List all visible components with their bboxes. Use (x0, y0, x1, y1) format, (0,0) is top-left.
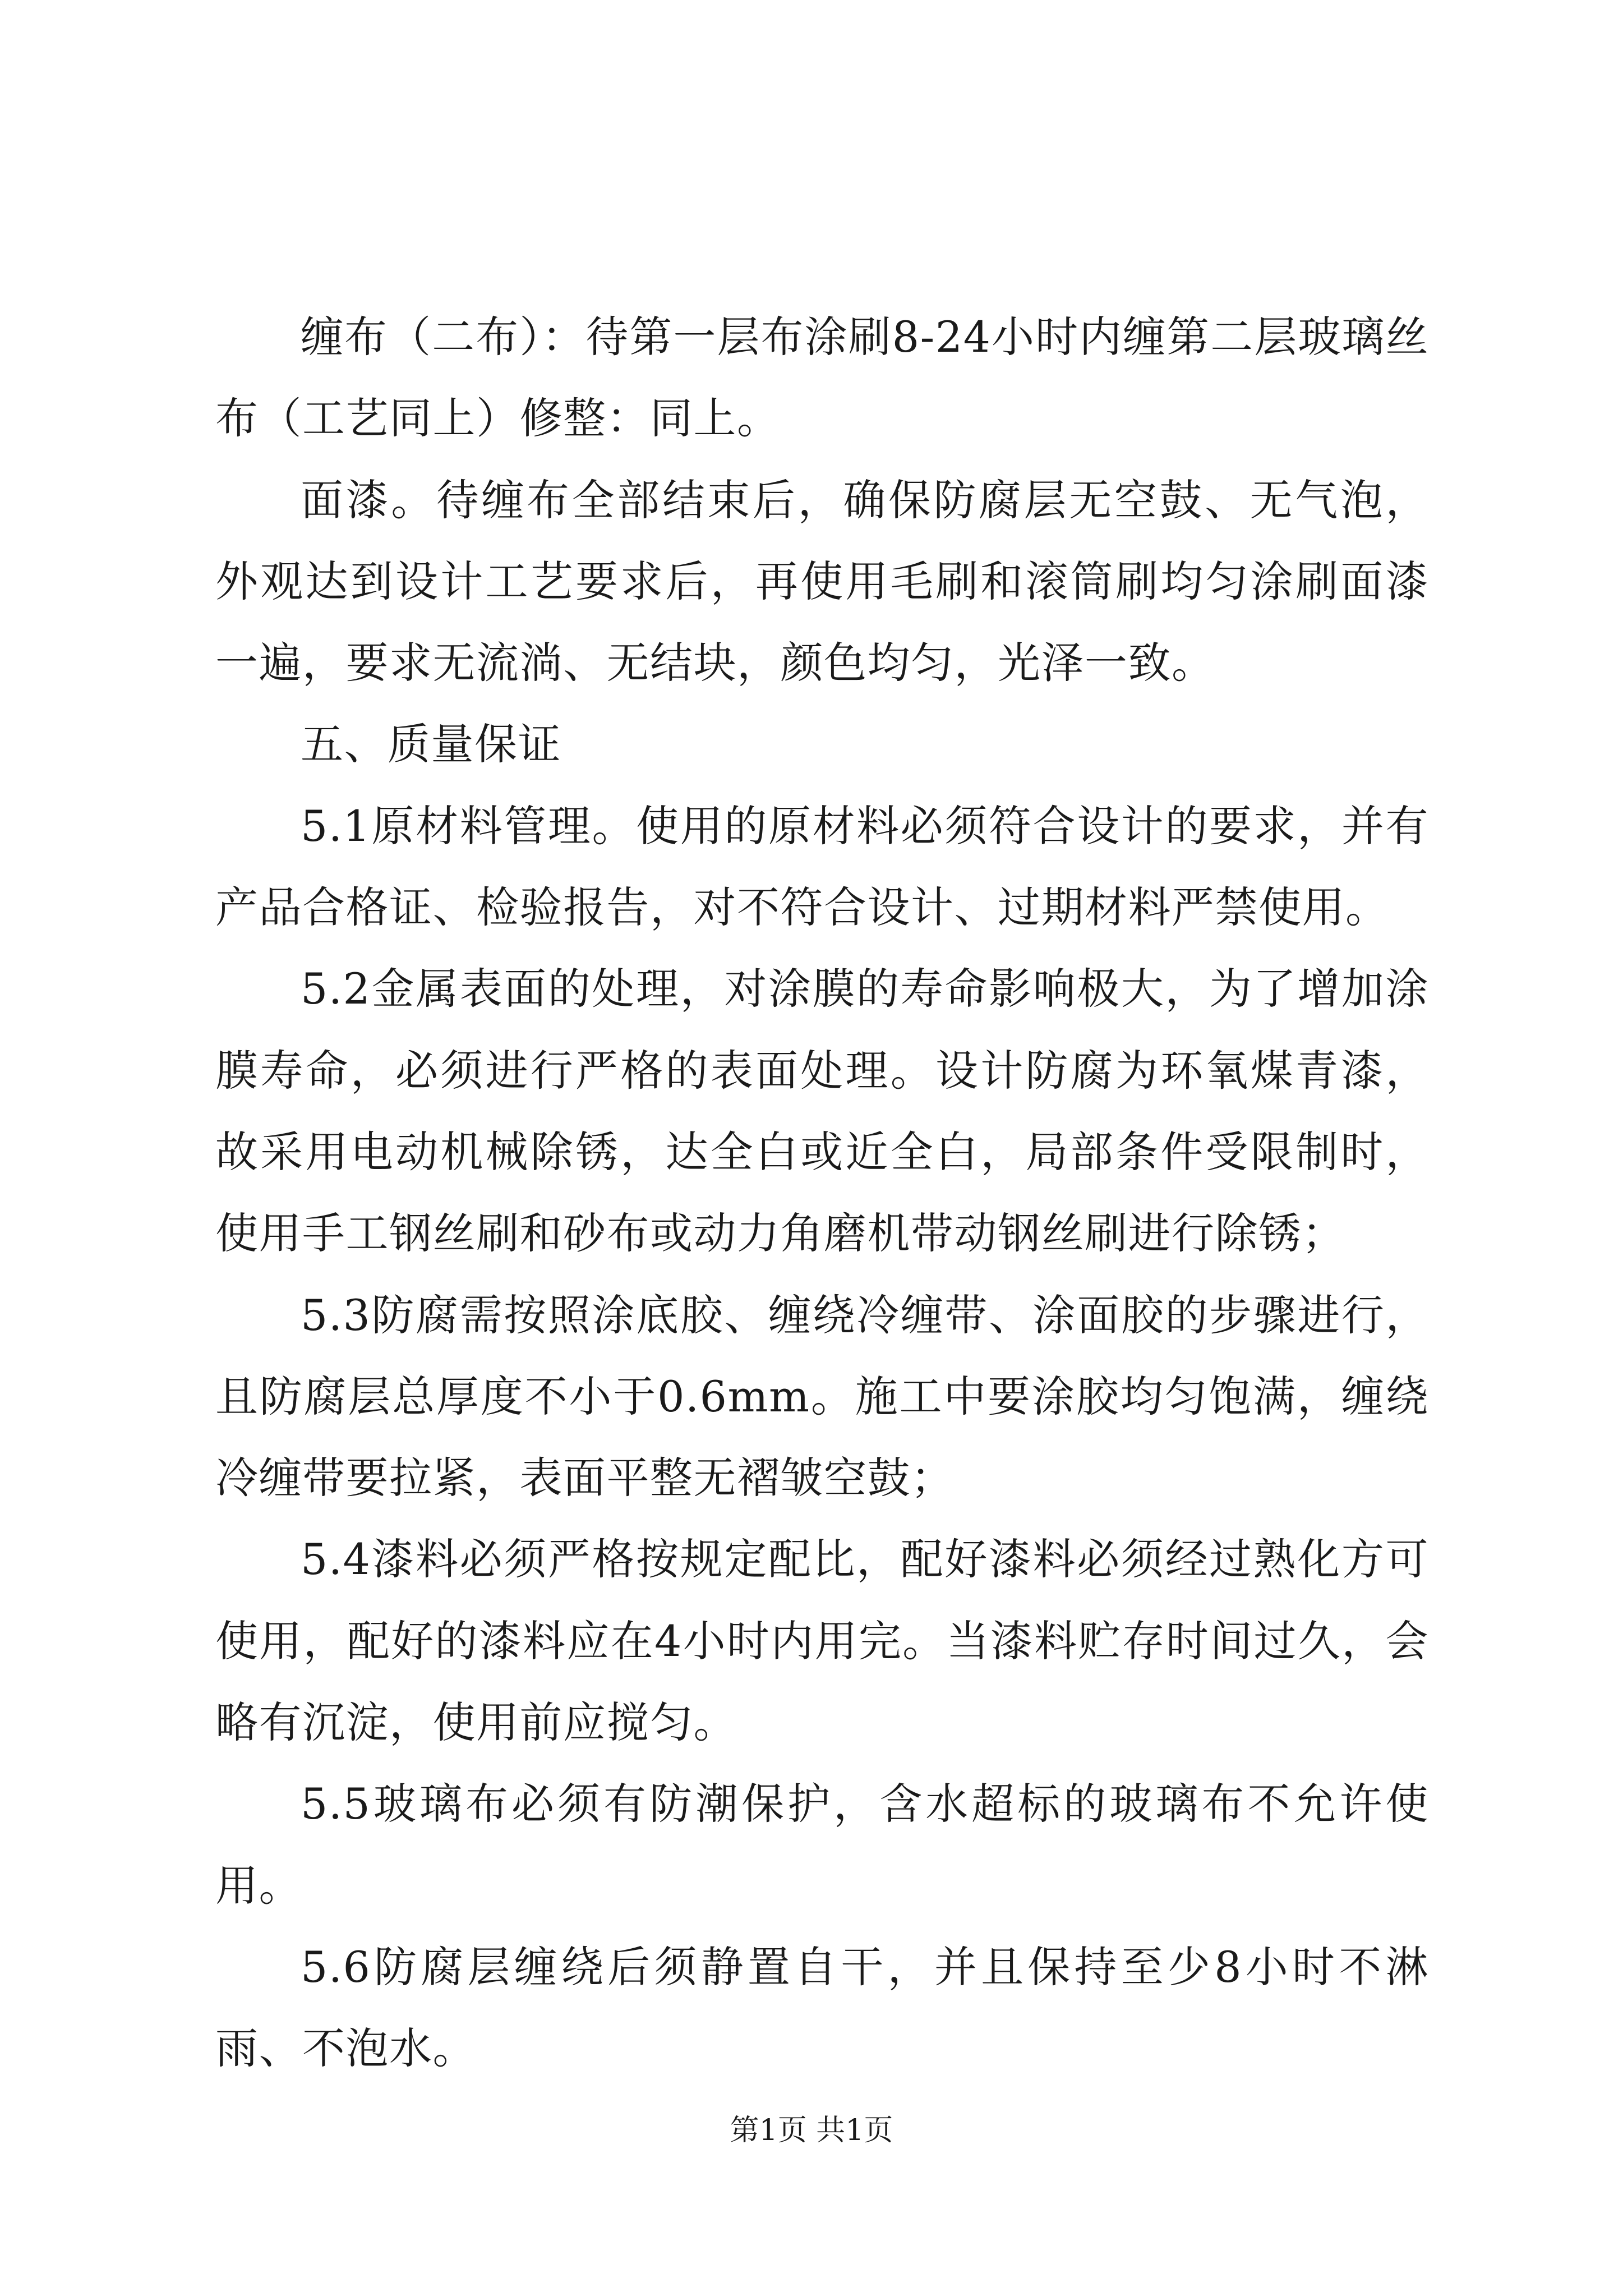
paragraph-5-3: 5.3防腐需按照涂底胶、缠绕冷缠带、涂面胶的步骤进行，且防腐层总厚度不小于0.6mm。施工中要涂胶均匀饱满，缠绕冷缠带要拉紧，表面平整无褶皱空鼓； (215, 1290, 1429, 1503)
paragraph-5-1: 5.1原材料管理。使用的原材料必须符合设计的要求，并有产品合格证、检验报告，对不符合设计、过期材料严禁使用。 (215, 800, 1429, 933)
paragraph-5-4: 5.4漆料必须严格按规定配比，配好漆料必须经过熟化方可使用，配好的漆料应在4小时内用完。当漆料贮存时间过久，会略有沉淀，使用前应搅匀。 (215, 1534, 1429, 1748)
document-body (215, 296, 1429, 2090)
section-heading-quality: 五、质量保证 (301, 719, 561, 770)
paragraph-5-6: 5.6防腐层缠绕后须静置自干，并且保持至少8小时不淋雨、不泡水。 (215, 1941, 1429, 2074)
paragraph-5-2: 5.2金属表面的处理，对涂膜的寿命影响极大，为了增加涂膜寿命，必须进行严格的表面处理。设计防腐为环氧煤青漆，故采用电动机械除锈，达全白或近全白，局部条件受限制时，使用手工钢丝刷和砂布或动力角磨机带动钢丝刷进行除锈； (215, 964, 1429, 1259)
paragraph-5-5: 5.5玻璃布必须有防潮保护，含水超标的玻璃布不允许使用。 (215, 1779, 1429, 1911)
paragraph-wrap-cloth: 缠布（二布）：待第一层布涂刷8-24小时内缠第二层玻璃丝布（工艺同上）修整：同上。 (215, 312, 1429, 444)
paragraph-topcoat: 面漆。待缠布全部结束后，确保防腐层无空鼓、无气泡，外观达到设计工艺要求后，再使用毛刷和滚筒刷均匀涂刷面漆一遍，要求无流淌、无结块，颜色均匀，光泽一致。 (215, 475, 1429, 688)
page-footer: 第1页 共1页 (730, 2114, 893, 2147)
